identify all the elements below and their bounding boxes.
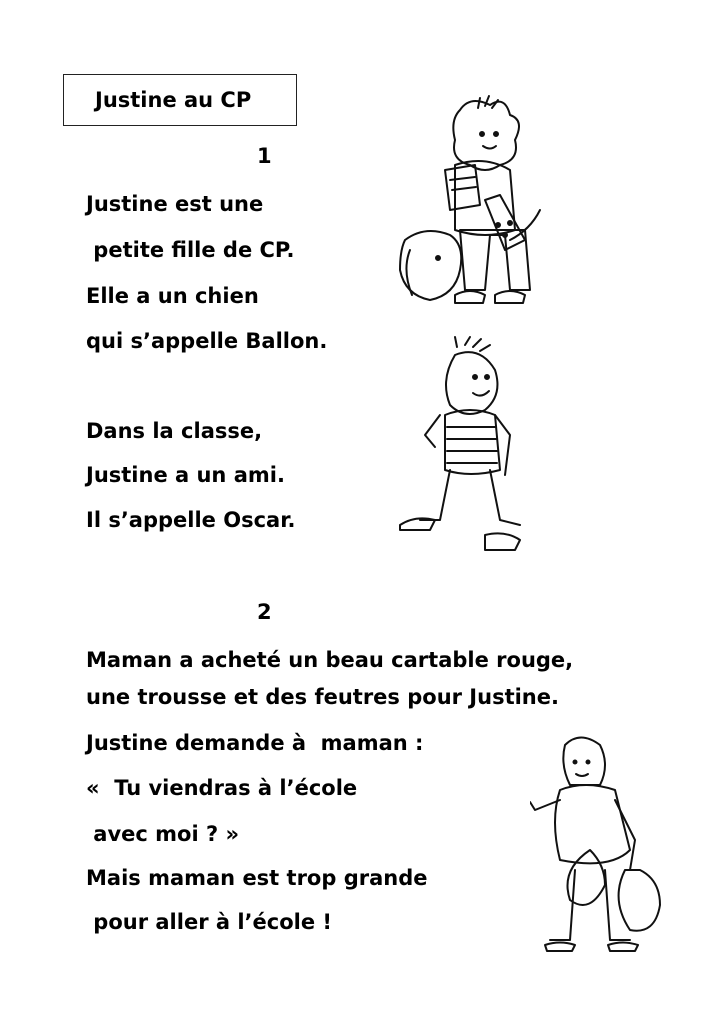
text-line: Justine demande à maman : [86,731,424,755]
text-line: Justine a un ami. [86,463,285,487]
text-line: Elle a un chien [86,284,259,308]
text-line: avec moi ? » [86,822,240,846]
text-line: petite fille de CP. [86,238,295,262]
boy-illustration [385,335,525,575]
section-number-1: 1 [257,144,272,168]
mother-illustration [530,730,680,970]
text-line: Justine est une [86,192,264,216]
text-line: Mais maman est trop grande [86,866,428,890]
text-line: Maman a acheté un beau cartable rouge, [86,648,574,672]
section-number-2: 2 [257,600,272,624]
text-line: pour aller à l’école ! [86,910,332,934]
text-line: « Tu viendras à l’école [86,776,358,800]
text-line: Il s’appelle Oscar. [86,508,296,532]
text-line: Dans la classe, [86,419,263,443]
girl-with-dog-illustration [390,90,550,320]
text-line: une trousse et des feutres pour Justine. [86,685,559,709]
text-line: qui s’appelle Ballon. [86,329,328,353]
page-title: Justine au CP [95,88,252,112]
